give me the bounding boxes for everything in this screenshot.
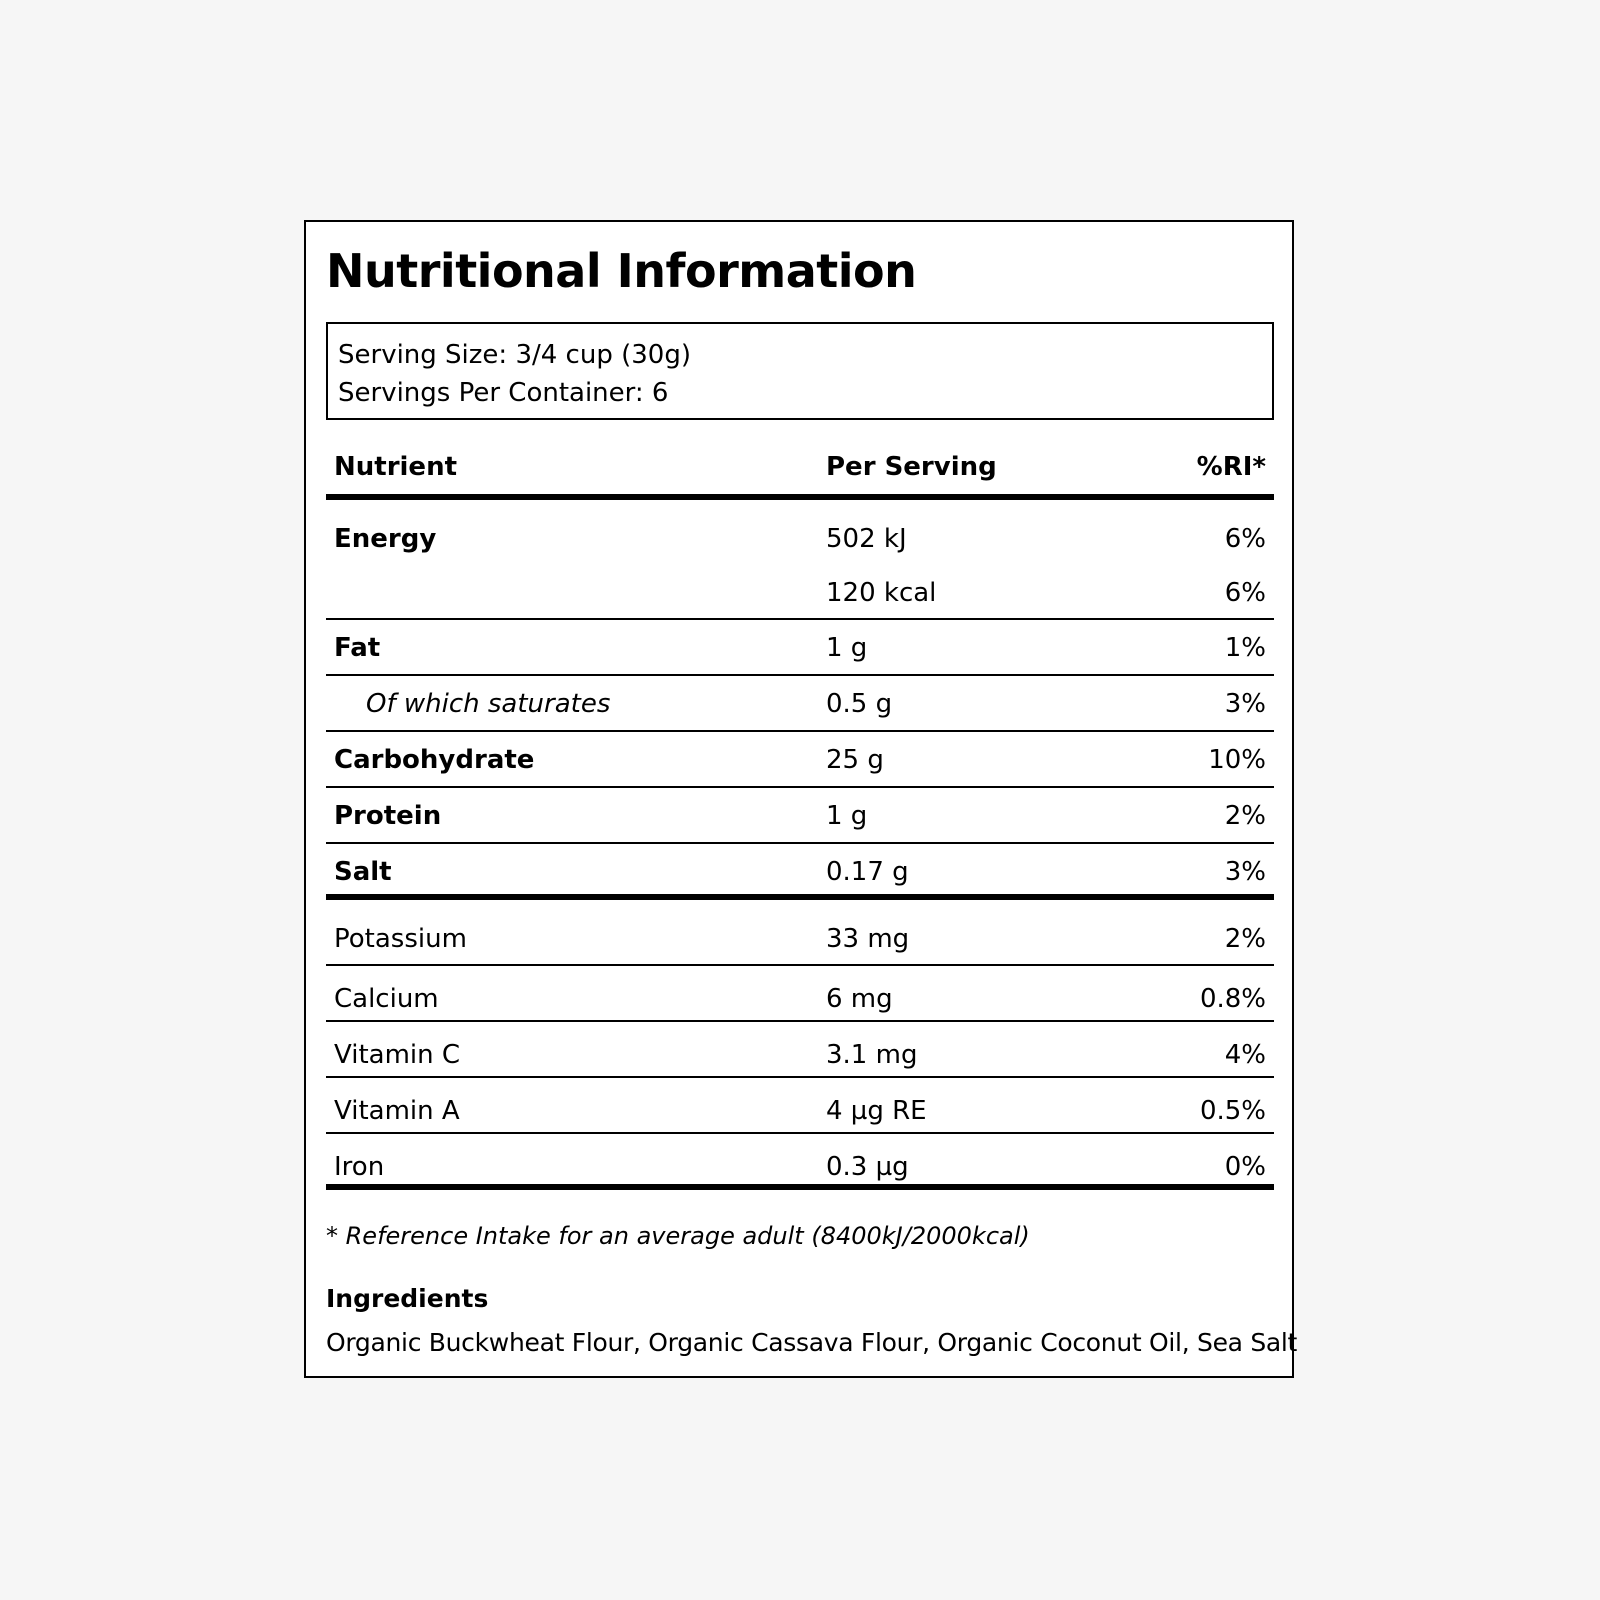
servings-per-container: Servings Per Container: 6 (338, 378, 669, 408)
nutrient-value: 0.5 g (826, 689, 893, 719)
nutrition-label (304, 220, 1298, 1378)
nutrient-ri: 2% (1224, 801, 1266, 831)
column-header-ri: %RI* (1196, 452, 1266, 482)
nutrient-name: Salt (334, 857, 392, 887)
energy-kj-value: 502 kJ (826, 524, 907, 554)
nutrient-value: 6 mg (826, 984, 893, 1014)
column-header-nutrient: Nutrient (334, 452, 458, 482)
column-header-per-serving: Per Serving (826, 452, 997, 482)
nutrient-name: Iron (334, 1152, 385, 1182)
table-row-salt (326, 844, 1274, 900)
nutrient-name: Vitamin A (334, 1096, 460, 1126)
nutrient-ri: 10% (1208, 745, 1266, 775)
nutrient-ri: 3% (1224, 857, 1266, 887)
nutrient-value: 0.3 µg (826, 1152, 909, 1182)
label-title: Nutritional Information (326, 244, 917, 298)
table-row-calcium (326, 966, 1274, 1022)
nutrient-ri: 3% (1224, 689, 1266, 719)
nutrient-value: 1 g (826, 801, 868, 831)
nutrient-name: Potassium (334, 924, 467, 954)
table-row-energy (326, 500, 1274, 620)
nutrient-name: Protein (334, 801, 442, 831)
nutrient-ri: 0% (1224, 1152, 1266, 1182)
energy-kcal-ri: 6% (1224, 578, 1266, 608)
nutrient-name: Vitamin C (334, 1040, 461, 1070)
nutrient-ri: 0.8% (1199, 984, 1266, 1014)
serving-size: Serving Size: 3/4 cup (30g) (338, 340, 691, 370)
nutrient-value: 25 g (826, 745, 884, 775)
table-row-fat (326, 620, 1274, 676)
table-row-potassium (326, 900, 1274, 966)
nutrient-ri: 4% (1224, 1040, 1266, 1070)
nutrition-table (326, 438, 1274, 1190)
nutrient-ri: 0.5% (1199, 1096, 1266, 1126)
nutrient-name: Of which saturates (366, 689, 611, 719)
nutrient-value: 33 mg (826, 924, 910, 954)
table-row-saturates (326, 676, 1274, 732)
table-header-row (326, 438, 1274, 500)
nutrient-name: Fat (334, 633, 381, 663)
table-row-iron (326, 1134, 1274, 1190)
nutrient-ri: 2% (1224, 924, 1266, 954)
table-row-vitamin-c (326, 1022, 1274, 1078)
nutrient-name: Calcium (334, 984, 439, 1014)
ingredients-heading: Ingredients (326, 1284, 489, 1313)
nutrient-value: 4 µg RE (826, 1096, 927, 1126)
nutrient-value: 3.1 mg (826, 1040, 918, 1070)
serving-info-box (326, 322, 1274, 420)
energy-kcal-value: 120 kcal (826, 578, 937, 608)
nutrient-ri: 1% (1224, 633, 1266, 663)
ingredients-list: Organic Buckwheat Flour, Organic Cassava Flour, Organic Coconut Oil, Sea Salt (326, 1328, 1298, 1357)
table-row-vitamin-a (326, 1078, 1274, 1134)
reference-intake-footnote: * Reference Intake for an average adult (8400kJ/2000kcal) (326, 1222, 1030, 1250)
nutrient-name: Carbohydrate (334, 745, 535, 775)
table-row-carbohydrate (326, 732, 1274, 788)
energy-kj-ri: 6% (1224, 524, 1266, 554)
nutrient-value: 1 g (826, 633, 868, 663)
table-row-protein (326, 788, 1274, 844)
nutrient-value: 0.17 g (826, 857, 909, 887)
nutrient-name: Energy (334, 524, 437, 554)
